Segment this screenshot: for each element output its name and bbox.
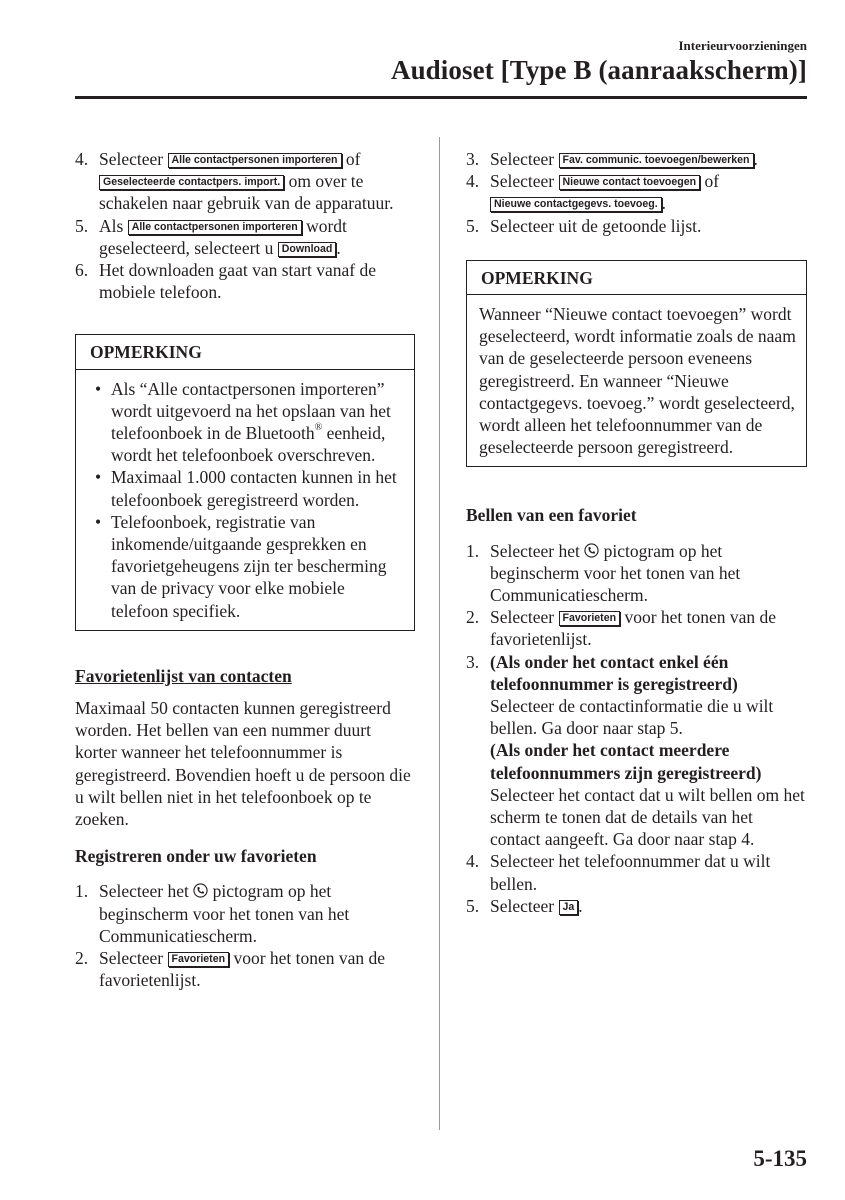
condition-heading: (Als onder het contact enkel één telefoonnummer is geregistreerd) xyxy=(490,651,738,694)
step-text: Selecteer xyxy=(490,607,559,628)
step-text: wordt geselecteerd, selecteert u xyxy=(99,215,347,258)
note-bullet xyxy=(88,466,404,510)
register-favorites-heading: Registreren onder uw favorieten xyxy=(75,846,317,867)
bullet-text: Maximaal 1.000 contacten kunnen in het telefoonboek geregistreerd worden. xyxy=(111,467,397,510)
add-new-contact-button[interactable]: Nieuwe contact toevoegen xyxy=(559,175,701,190)
step-text: . xyxy=(578,895,583,916)
note-bullet xyxy=(88,511,404,622)
step-text: Selecteer xyxy=(490,149,559,169)
favorites-paragraph: Maximaal 50 contacten kunnen geregistreerd worden. Het bellen van een nummer duurt korter wanneer het telefoonnummer is geregistreerd. Bovendien hoeft u de persoon die u wilt bellen niet in het telefoonboek op te zoeken. xyxy=(75,698,411,830)
step-text: . xyxy=(336,237,341,258)
favorites-button[interactable]: Favorieten xyxy=(168,952,230,967)
step-number: 2. xyxy=(75,948,89,969)
note-body: Wanneer “Nieuwe contact toevoegen” wordt geselecteerd, wordt informatie zoals de naam van de geselecteerde persoon eveneens geregistreerd. En wanneer “Nieuwe contactgegevs. toevoeg.” wordt geselecteerd, wordt alleen het telefoonnummer van de geselecteerde persoon geregistreerd. xyxy=(479,304,796,458)
step-1 xyxy=(466,540,807,607)
step-number: 4. xyxy=(75,149,89,169)
step-number: 1. xyxy=(466,540,480,561)
step-number: 4. xyxy=(466,171,480,192)
phone-icon[interactable] xyxy=(584,543,599,558)
step-text: pictogram op het beginscherm voor het tonen van het Communicatiescherm. xyxy=(490,540,741,606)
registered-mark: ® xyxy=(314,422,323,434)
step-text: Selecteer het xyxy=(99,881,194,902)
step-3 xyxy=(466,148,807,170)
step-4 xyxy=(75,148,415,215)
step-text: Selecteer het xyxy=(490,540,585,561)
step-4 xyxy=(466,170,807,214)
import-all-button[interactable]: Alle contactpersonen importeren xyxy=(168,153,342,168)
add-new-contact-details-button[interactable]: Nieuwe contactgegevs. toevoeg. xyxy=(490,197,662,212)
step-2 xyxy=(75,947,415,991)
bullet-mark: • xyxy=(95,378,102,399)
step-4 xyxy=(466,850,807,894)
note-box xyxy=(75,334,415,630)
step-text: Selecteer uit de getoonde lijst. xyxy=(490,215,702,236)
step-number: 6. xyxy=(75,260,89,281)
bullet-text: eenheid, wordt het telefoonboek overschreven. xyxy=(111,423,386,466)
bullet-text: Telefoonboek, registratie van inkomende/uitgaande gesprekken en favorietgeheugens zijn ter bescherming van de privacy voor elke mobiele telefoon specifiek. xyxy=(111,511,387,621)
step-text: pictogram op het beginscherm voor het tonen van het Communicatiescherm. xyxy=(99,881,350,946)
header-rule xyxy=(75,96,807,99)
favorites-button[interactable]: Favorieten xyxy=(559,611,621,626)
step-6 xyxy=(75,259,415,303)
step-number: 5. xyxy=(75,215,89,236)
note-bullets xyxy=(88,378,404,622)
column-divider xyxy=(439,137,440,1130)
register-steps xyxy=(75,880,415,991)
step-text: voor het tonen van de favorietenlijst. xyxy=(490,607,777,650)
condition-heading: (Als onder het contact meerdere telefoonnummers zijn geregistreerd) xyxy=(490,740,762,783)
step-number: 5. xyxy=(466,895,480,916)
add-edit-favorites-button[interactable]: Fav. communic. toevoegen/bewerken xyxy=(559,153,754,168)
step-text: Selecteer xyxy=(490,171,559,192)
step-text: om over te schakelen naar gebruik van de apparatuur. xyxy=(99,171,394,214)
step-text: Selecteer het telefoonnummer dat u wilt bellen. xyxy=(490,851,771,894)
call-steps xyxy=(466,540,807,917)
import-steps xyxy=(75,148,415,303)
note-bullet xyxy=(88,378,404,467)
step-text: . xyxy=(661,193,667,214)
left-column xyxy=(75,148,415,992)
step-text: Selecteer xyxy=(99,948,168,969)
step-text: of xyxy=(700,171,720,192)
note-heading: OPMERKING xyxy=(467,261,806,295)
step-3 xyxy=(466,651,807,851)
step-text: . xyxy=(753,149,758,169)
step-5 xyxy=(466,215,807,237)
step-text: Als xyxy=(99,215,128,236)
step-5 xyxy=(466,895,807,917)
step-number: 3. xyxy=(466,651,480,672)
right-column xyxy=(466,148,807,917)
section-label: Interieurvoorzieningen xyxy=(678,38,807,53)
bullet-mark: • xyxy=(95,511,102,532)
import-selected-button[interactable]: Geselecteerde contactpers. import. xyxy=(99,175,284,190)
step-1 xyxy=(75,880,415,947)
import-all-button[interactable]: Alle contactpersonen importeren xyxy=(128,220,302,235)
step-text: Selecteer het contact dat u wilt bellen om het scherm te tonen dat de details van het contact aangeeft. Ga door naar stap 4. xyxy=(490,784,805,850)
step-text: Selecteer xyxy=(490,895,559,916)
step-number: 3. xyxy=(466,149,480,169)
yes-button[interactable]: Ja xyxy=(559,900,579,915)
step-number: 1. xyxy=(75,881,89,902)
step-text: Selecteer xyxy=(99,149,168,169)
page-number: 5-135 xyxy=(753,1146,807,1171)
bullet-text: Als “Alle contactpersonen importeren” wordt uitgevoerd na het opslaan van het telefoonboek in de Bluetooth xyxy=(111,378,391,444)
step-number: 5. xyxy=(466,215,480,236)
step-number: 4. xyxy=(466,851,480,872)
phone-icon[interactable] xyxy=(193,883,208,898)
page-title: Audioset [Type B (aanraakscherm)] xyxy=(390,55,807,85)
register-steps-continued xyxy=(466,148,807,237)
step-text: Selecteer de contactinformatie die u wilt bellen. Ga door naar stap 5. xyxy=(490,696,774,739)
note-heading: OPMERKING xyxy=(76,335,414,369)
note-body xyxy=(76,370,414,630)
download-button[interactable]: Download xyxy=(278,242,337,257)
step-text: voor het tonen van de favorietenlijst. xyxy=(99,948,386,991)
step-text: Het downloaden gaat van start vanaf de mobiele telefoon. xyxy=(99,260,376,303)
favorites-list-heading: Favorietenlijst van contacten xyxy=(75,665,292,686)
step-number: 2. xyxy=(466,607,480,628)
call-favorite-heading: Bellen van een favoriet xyxy=(466,505,637,526)
step-2 xyxy=(466,606,807,650)
note-box xyxy=(466,260,807,468)
bullet-mark: • xyxy=(95,467,102,488)
step-text: of xyxy=(341,149,361,169)
step-5 xyxy=(75,215,415,259)
